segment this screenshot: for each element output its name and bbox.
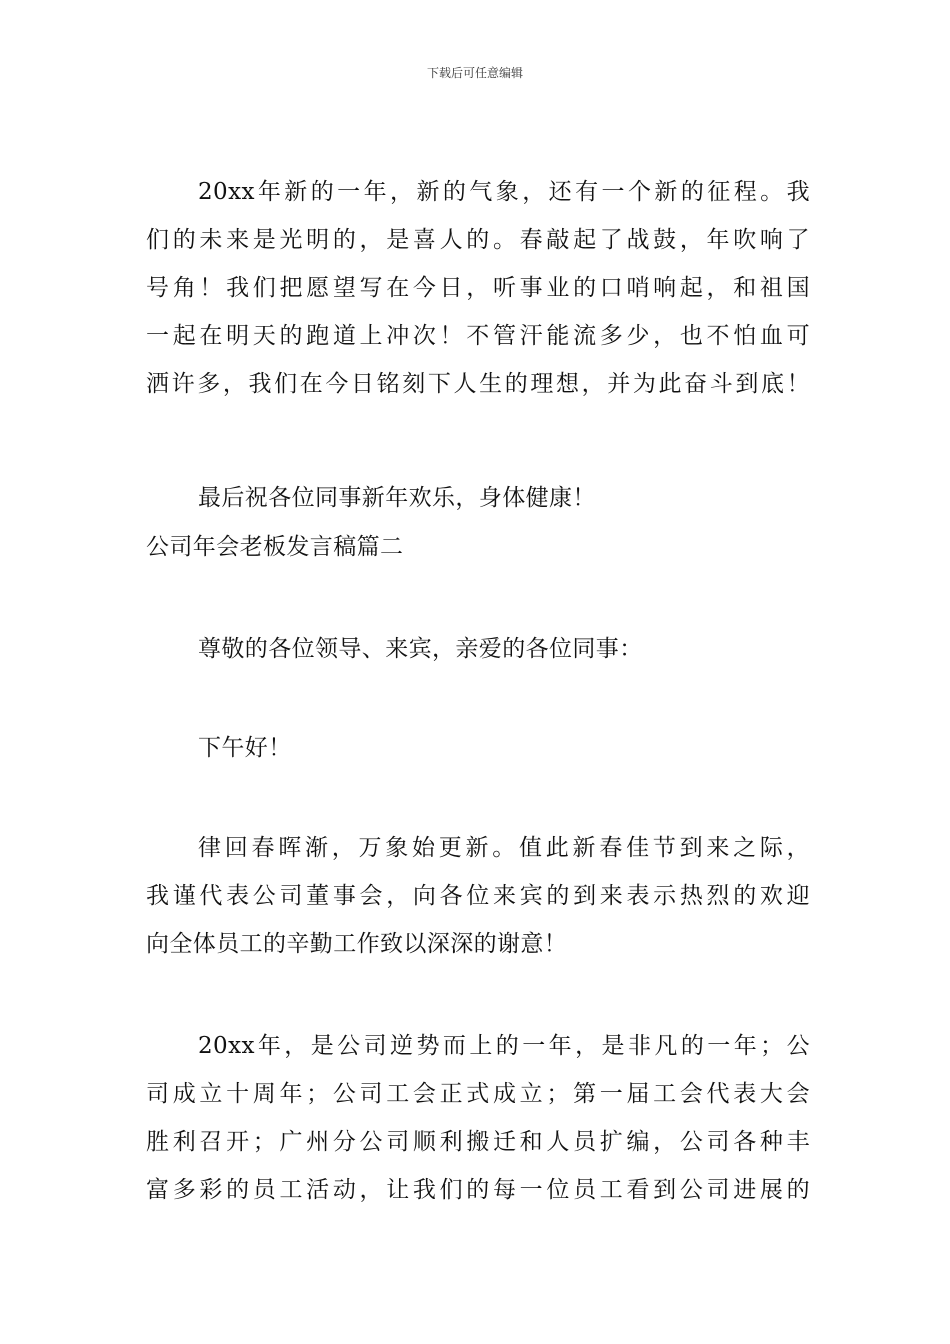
speech-paragraph-2 <box>146 1032 810 1204</box>
paragraph-line: 洒许多，我们在今日铭刻下人生的理想，并为此奋斗到底！ <box>146 371 810 397</box>
paragraph-line: 富多彩的员工活动，让我们的每一位员工看到公司进展的 <box>146 1177 810 1203</box>
paragraph-line: 司成立十周年；公司工会正式成立；第一届工会代表大会 <box>146 1081 810 1107</box>
speech-paragraph-1 <box>146 834 810 958</box>
speech-salutation <box>146 635 810 663</box>
paragraph-line: 号角！我们把愿望写在今日，听事业的口哨响起，和祖国 <box>146 275 810 301</box>
paragraph-line: 最后祝各位同事新年欢乐，身体健康！ <box>198 485 596 511</box>
paragraph-line: 一起在明天的跑道上冲次！不管汗能流多少，也不怕血可 <box>146 323 810 349</box>
page-header-note: 下载后可任意编辑 <box>426 66 523 80</box>
paragraph-line: 胜利召开；广州分公司顺利搬迁和人员扩编，公司各种丰 <box>146 1129 810 1155</box>
speech-greeting <box>146 734 810 762</box>
paragraph-line: 我谨代表公司董事会，向各位来宾的到来表示热烈的欢迎 <box>146 883 810 909</box>
paragraph-line: 20xx年，是公司逆势而上的一年，是非凡的一年；公 <box>198 1033 810 1059</box>
paragraph-line: 20xx年新的一年，新的气象，还有一个新的征程。我 <box>198 179 810 205</box>
paragraph-closing-wish <box>146 484 810 512</box>
paragraph-line: 律回春晖渐，万象始更新。值此新春佳节到来之际， <box>198 835 810 861</box>
salutation-text: 尊敬的各位领导、来宾，亲爱的各位同事： <box>198 636 643 662</box>
paragraph-line: 向全体员工的辛勤工作致以深深的谢意！ <box>146 931 568 957</box>
section-title-text: 公司年会老板发言稿篇二 <box>146 534 404 560</box>
section-title <box>146 533 810 561</box>
paragraph-line: 们的未来是光明的，是喜人的。春敲起了战鼓，年吹响了 <box>146 227 810 253</box>
paragraph-new-year <box>146 178 810 398</box>
greeting-text: 下午好！ <box>198 735 292 761</box>
